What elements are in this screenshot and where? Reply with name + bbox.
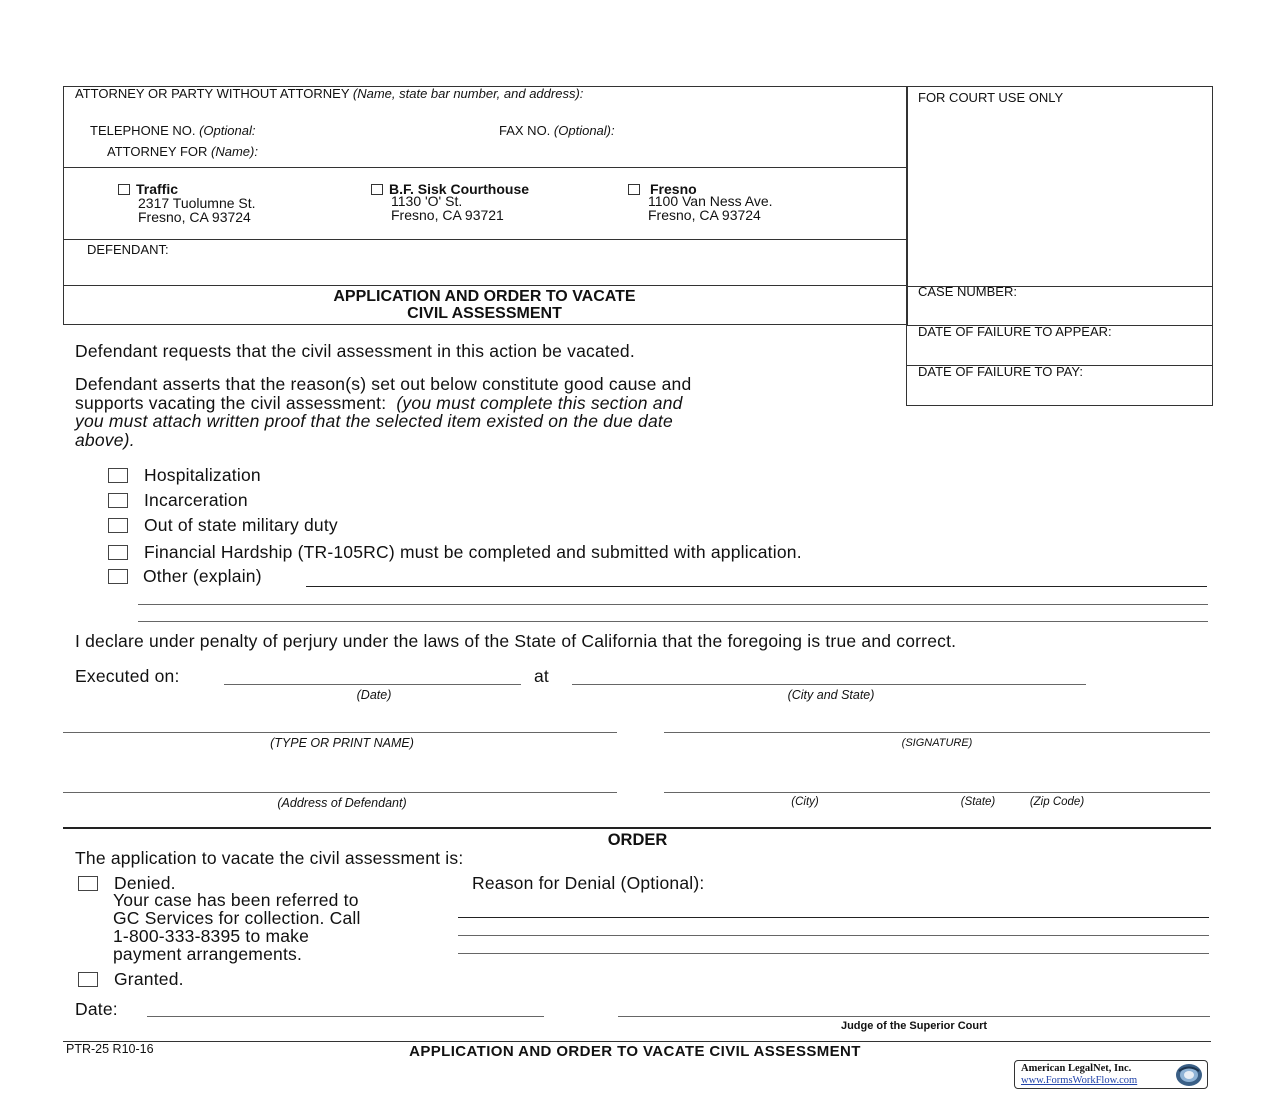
other-checkbox[interactable] — [108, 569, 128, 584]
form-title: APPLICATION AND ORDER TO VACATE CIVIL ASSESSMENT — [333, 288, 636, 322]
address-line[interactable] — [63, 792, 617, 793]
defendant-label: DEFENDANT: — [87, 242, 169, 257]
city-state-caption: (City and State) — [787, 688, 875, 702]
other-explain-line-2[interactable] — [138, 604, 1208, 605]
failure-pay-label: DATE OF FAILURE TO PAY: — [918, 364, 1083, 379]
denied-label: Denied. — [114, 873, 176, 893]
globe-icon — [1173, 1062, 1205, 1088]
bf-sisk-checkbox[interactable] — [371, 184, 383, 195]
denial-reason-line-3[interactable] — [458, 953, 1209, 954]
denied-note: Your case has been referred to GC Services for collection. Call 1-800-333-8395 to make payment arrangements. — [113, 890, 361, 964]
other-explain-line-1[interactable] — [306, 586, 1207, 587]
telephone-label: TELEPHONE NO. (Optional: — [90, 123, 256, 138]
courthouse-name-traffic: Traffic — [136, 181, 179, 197]
print-name-line[interactable] — [63, 732, 617, 733]
reason-incarceration: Incarceration — [144, 490, 248, 510]
denied-checkbox[interactable] — [78, 876, 98, 891]
zip-caption: (Zip Code) — [1029, 796, 1085, 808]
fresno-checkbox[interactable] — [628, 184, 640, 195]
request-text: Defendant requests that the civil assessment in this action be vacated. — [75, 341, 635, 361]
state-caption: (State) — [960, 796, 996, 808]
courthouse-name-bf-sisk: B.F. Sisk Courthouse — [389, 181, 530, 197]
date-caption: (Date) — [356, 688, 392, 702]
footer-title: APPLICATION AND ORDER TO VACATE CIVIL ASSESSMENT — [409, 1043, 861, 1060]
courthouse-address-traffic: 2317 Tuolumne St. Fresno, CA 93724 — [138, 195, 256, 225]
signature-caption: (SIGNATURE) — [901, 737, 973, 749]
attorney-label: ATTORNEY OR PARTY WITHOUT ATTORNEY (Name, state bar number, and address): — [75, 86, 584, 101]
court-use-label: FOR COURT USE ONLY — [918, 90, 1064, 105]
order-date-label: Date: — [75, 999, 118, 1019]
traffic-checkbox[interactable] — [118, 184, 130, 195]
judge-signature-line[interactable] — [618, 1016, 1210, 1017]
declaration-text: I declare under penalty of perjury under the laws of the State of California that the foregoing is true and correct. — [75, 631, 957, 651]
other-explain-line-3[interactable] — [138, 621, 1208, 622]
granted-label: Granted. — [114, 969, 184, 989]
granted-checkbox[interactable] — [78, 972, 98, 987]
denial-reason-line-1[interactable] — [458, 917, 1209, 918]
order-divider — [63, 827, 1211, 829]
order-date-line[interactable] — [147, 1016, 544, 1017]
reason-financial-hardship: Financial Hardship (TR-105RC) must be completed and submitted with application. — [144, 542, 802, 562]
judge-caption: Judge of the Superior Court — [840, 1020, 988, 1032]
courthouse-address-bf-sisk: 1130 'O' St. Fresno, CA 93721 — [391, 193, 504, 223]
reason-other: Other (explain) — [143, 566, 262, 586]
city-state-zip-line[interactable] — [664, 792, 1210, 793]
city-caption: (City) — [791, 796, 819, 808]
signature-line[interactable] — [664, 732, 1210, 733]
address-caption: (Address of Defendant) — [277, 796, 407, 810]
attorney-for-label: ATTORNEY FOR (Name): — [107, 144, 258, 159]
failure-appear-label: DATE OF FAILURE TO APPEAR: — [918, 324, 1112, 339]
footer-divider — [63, 1041, 1211, 1042]
hospitalization-checkbox[interactable] — [108, 468, 128, 483]
reason-for-denial-label: Reason for Denial (Optional): — [472, 873, 705, 893]
logo-website: www.FormsWorkFlow.com — [1021, 1075, 1138, 1086]
courthouse-name-fresno: Fresno — [650, 181, 697, 197]
court-use-box — [906, 86, 1213, 287]
fax-label: FAX NO. (Optional): — [499, 123, 615, 138]
at-label: at — [534, 666, 549, 686]
case-number-label: CASE NUMBER: — [918, 284, 1017, 299]
american-legalnet-logo[interactable] — [1014, 1060, 1208, 1089]
defendant-box — [63, 239, 908, 286]
reason-military-duty: Out of state military duty — [144, 515, 338, 535]
order-intro: The application to vacate the civil assessment is: — [75, 848, 464, 868]
assert-text: Defendant asserts that the reason(s) set out below constitute good cause and supports vacating the civil assessment: (you must complete this section and you must attach written proof that the selected item existed on the due date above). — [75, 374, 692, 450]
print-name-caption: (TYPE OR PRINT NAME) — [270, 736, 414, 750]
military-duty-checkbox[interactable] — [108, 518, 128, 533]
reason-hospitalization: Hospitalization — [144, 465, 261, 485]
courthouse-address-fresno: 1100 Van Ness Ave. Fresno, CA 93724 — [648, 193, 773, 223]
incarceration-checkbox[interactable] — [108, 493, 128, 508]
logo-company-name: American LegalNet, Inc. — [1021, 1063, 1132, 1074]
form-id: PTR-25 R10-16 — [66, 1042, 154, 1056]
city-state-line[interactable] — [572, 684, 1086, 685]
financial-hardship-checkbox[interactable] — [108, 545, 128, 560]
executed-on-label: Executed on: — [75, 666, 180, 686]
order-heading: ORDER — [607, 831, 668, 849]
denial-reason-line-2[interactable] — [458, 935, 1209, 936]
date-line[interactable] — [224, 684, 521, 685]
